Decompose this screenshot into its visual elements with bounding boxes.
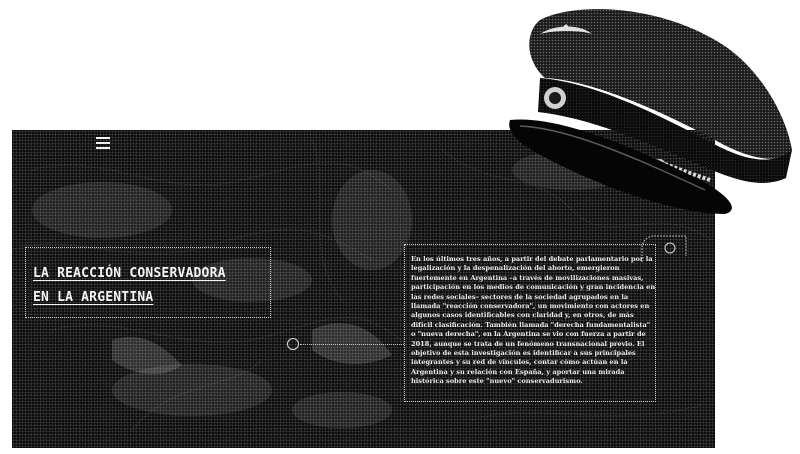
circle-marker-icon — [287, 338, 299, 350]
intro-paragraph: En los últimos tres años, a partir del debate parlamentario por la legalización y la despenalización del aborto, emergieron fuertemente en Argentina –a través de movilizaciones masivas, participación en los medios de comunicación y gran incidencia en las redes sociales– sectores de la sociedad agrupados en la llamada "reacción conservadora", un movimiento con actores en algunos casos identificables con claridad y, en otros, de más difícil clasificación. También llamada "derecha fundamentalista" o "nueva derecha", en la Argentina se vio con fuerza a partir de 2018, aunque se trata de un fenómeno transnacional previo. El objetivo de esta investigación es identificar a sus principales integrantes y su red de vínculos, contar cómo actúan en la Argentina y su relación con España, y aportar una mirada histórica sobre este "nuevo" conservadurismo. — [411, 255, 656, 386]
military-peaked-cap-image — [500, 0, 800, 220]
decorative-connector-line — [300, 344, 404, 346]
page-title: LA REACCIÓN CONSERVADORA EN LA ARGENTINA — [33, 266, 226, 305]
hamburger-menu-icon[interactable] — [96, 137, 110, 149]
